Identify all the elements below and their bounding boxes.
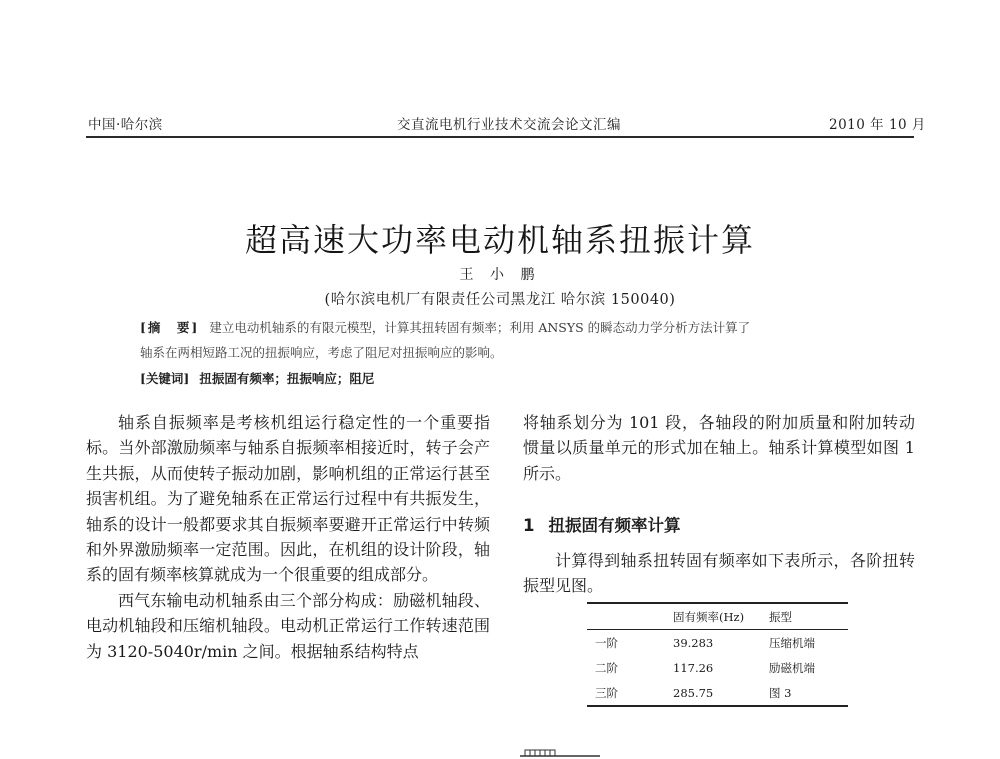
header-rule bbox=[86, 136, 914, 138]
table-row bbox=[587, 655, 848, 680]
table-header-cell: 固有频率(Hz) bbox=[673, 609, 745, 624]
abstract-line-1 bbox=[140, 318, 750, 336]
section-heading bbox=[523, 512, 680, 536]
table-cell-frequency: 285.75 bbox=[673, 685, 714, 700]
table-header-row bbox=[587, 603, 848, 630]
table-cell-order: 一阶 bbox=[595, 635, 618, 650]
table-row bbox=[587, 630, 848, 656]
frequency-table bbox=[587, 602, 848, 707]
table-header-cell: 振型 bbox=[769, 609, 792, 624]
table-cell-order: 三阶 bbox=[595, 685, 618, 700]
paragraph-results: 计算得到轴系扭转固有频率如下表所示，各阶扭转振型见图。 bbox=[523, 551, 915, 596]
paragraph-model: 将轴系划分为 101 段，各轴段的附加质量和附加转动惯量以质量单元的形式加在轴上。轴系计算模型如图 1 所示。 bbox=[523, 413, 915, 483]
paper-title: 超高速大功率电动机轴系扭振计算 bbox=[244, 221, 755, 259]
header-proceedings-title: 交直流电机行业技术交流会论文汇编 bbox=[397, 117, 621, 133]
author: 王 小 鹏 bbox=[459, 267, 541, 283]
table-header-cell bbox=[587, 603, 673, 630]
paragraph-intro: 轴系自振频率是考核机组运行稳定性的一个重要指标。当外部激励频率与轴系自振频率相接近时，转子会产生共振，从而使转子振动加剧，影响机组的正常运行甚至损害机组。为了避免轴系在正常运行过程中有共振发生，轴系的设计一般都要求其自振频率要避开正常运行中转频和外界激励频率一定范围。因此，在机组的设计阶段，轴系的固有频率核算就成为一个很重要的组成部分。 bbox=[86, 413, 490, 585]
section-title: 扭振固有频率计算 bbox=[548, 516, 681, 535]
body-left-column bbox=[86, 410, 490, 664]
body-right-column-bottom bbox=[523, 548, 915, 599]
table-cell-mode: 励磁机端 bbox=[769, 660, 815, 675]
table-row bbox=[587, 680, 848, 706]
affiliation: (哈尔滨电机厂有限责任公司黑龙江 哈尔滨 150040) bbox=[324, 292, 676, 308]
table-cell-mode: 压缩机端 bbox=[769, 635, 815, 650]
abstract-text-1: 建立电动机轴系的有限元模型，计算其扭转固有频率；利用 ANSYS 的瞬态动力学分析方法计算了 bbox=[209, 320, 751, 335]
body-right-column-top bbox=[523, 410, 915, 486]
header-location: 中国·哈尔滨 bbox=[88, 117, 163, 133]
paragraph-shaft-structure: 西气东输电动机轴系由三个部分构成：励磁机轴段、电动机轴段和压缩机轴段。电动机正常运行工作转速范围为 3120-5040r/min 之间。根据轴系结构特点 bbox=[86, 590, 490, 661]
abstract-line-2: 轴系在两相短路工况的扭振响应，考虑了阻尼对扭振响应的影响。 bbox=[140, 345, 503, 360]
figure-fragment bbox=[520, 744, 600, 759]
table-cell-frequency: 117.26 bbox=[673, 660, 714, 675]
section-number: 1 bbox=[523, 516, 535, 535]
header-date: 2010 年 10 月 bbox=[829, 117, 926, 133]
table-cell-frequency: 39.283 bbox=[673, 635, 714, 650]
table-cell-order: 二阶 bbox=[595, 660, 618, 675]
table-cell-mode: 图 3 bbox=[769, 685, 792, 700]
keywords-text: 扭振固有频率；扭振响应；阻尼 bbox=[199, 371, 375, 386]
abstract-label: [摘 要] bbox=[140, 320, 200, 335]
keywords-label: [关键词] bbox=[140, 371, 190, 386]
keywords bbox=[140, 369, 374, 387]
